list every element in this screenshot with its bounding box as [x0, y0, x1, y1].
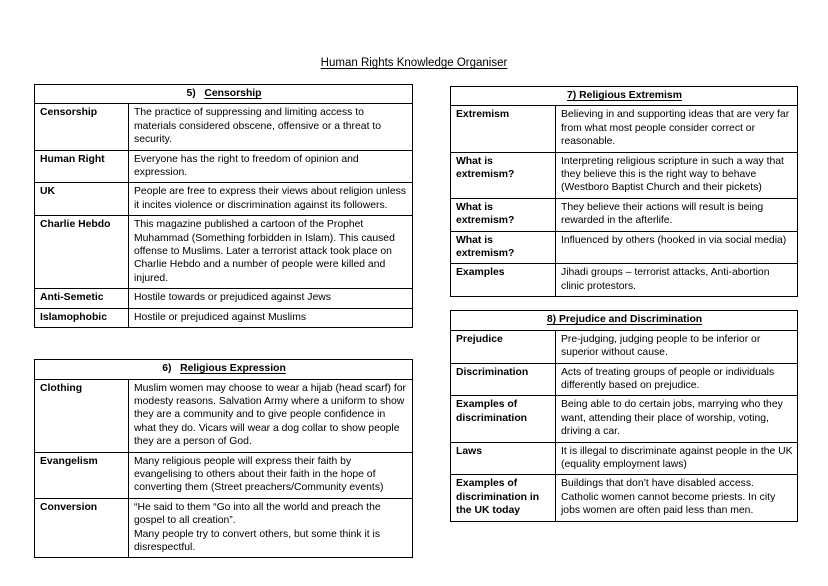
term-cell: Examples: [451, 264, 556, 297]
table-header-row: [451, 87, 798, 106]
definition-cell: Muslim women may choose to wear a hijab (head scarf) for modesty reasons. Salvation Army where a uniform to show they are a community and to give people confidence in what they do. Vicars will wear a dog collar to show people they are a person of God.: [129, 379, 413, 452]
table-row: [35, 498, 413, 558]
table-prejudice-discrimination: [450, 310, 798, 521]
table-row: [35, 216, 413, 289]
table-header-title: 8) Prejudice and Discrimination: [546, 314, 703, 326]
table-header-row: [35, 85, 413, 104]
definition-cell: It is illegal to discriminate against people in the UK (equality employment laws): [556, 442, 798, 475]
table-row: [451, 396, 798, 442]
term-cell: Laws: [451, 442, 556, 475]
term-cell: Examples of discrimination: [451, 396, 556, 442]
page-title: [0, 56, 828, 70]
term-cell: What is extremism?: [451, 231, 556, 264]
table-header-cell: [35, 360, 413, 379]
table-row: [451, 363, 798, 396]
term-cell: What is extremism?: [451, 152, 556, 198]
table-header-cell: [451, 311, 798, 330]
definition-cell: People are free to express their views about religion unless it incites violence or discrimination against its followers.: [129, 183, 413, 216]
table-header-cell: [451, 87, 798, 106]
table-header-row: [451, 311, 798, 330]
term-cell: Charlie Hebdo: [35, 216, 129, 289]
term-cell: UK: [35, 183, 129, 216]
table-header-number: 5): [186, 88, 196, 99]
term-cell: Clothing: [35, 379, 129, 452]
table-row: [451, 106, 798, 152]
definition-cell: Pre-judging, judging people to be inferior or superior without cause.: [556, 330, 798, 363]
table-row: [451, 442, 798, 475]
term-cell: Examples of discrimination in the UK today: [451, 475, 556, 521]
definition-cell: [129, 498, 413, 558]
term-cell: Islamophobic: [35, 308, 129, 327]
term-cell: Extremism: [451, 106, 556, 152]
table-header-title: 7) Religious Extremism: [567, 90, 682, 101]
term-cell: Censorship: [35, 104, 129, 150]
table-row: [35, 104, 413, 150]
definition-cell: This magazine published a cartoon of the Prophet Muhammad (Something forbidden in Islam). This caused offense to Muslims. Later a terrorist attack took place on Charlie Hebdo and a number of people were killed and injured.: [129, 216, 413, 289]
table-spacer: [34, 328, 413, 359]
definition-cell: Jihadi groups – terrorist attacks, Anti-abortion clinic protestors.: [556, 264, 798, 297]
table-row: [451, 231, 798, 264]
table-row: [35, 289, 413, 308]
term-cell: Prejudice: [451, 330, 556, 363]
table-row: [35, 150, 413, 183]
table-religious-expression: [34, 359, 413, 558]
term-cell: Human Right: [35, 150, 129, 183]
definition-cell: Interpreting religious scripture in such a way that they believe this is the right way to behave (Westboro Baptist Church and their pickets): [556, 152, 798, 198]
table-religious-extremism: [450, 86, 798, 297]
term-cell: Evangelism: [35, 452, 129, 498]
table-spacer: [450, 297, 798, 310]
table-header-title: Censorship: [204, 88, 262, 99]
definition-cell: Everyone has the right to freedom of opinion and expression.: [129, 150, 413, 183]
definition-cell: Hostile or prejudiced against Muslims: [129, 308, 413, 327]
definition-cell: Being able to do certain jobs, marrying who they want, attending their place of worship, voting, driving a car.: [556, 396, 798, 442]
definition-cell: The practice of suppressing and limiting access to materials considered obscene, offensive or a threat to security.: [129, 104, 413, 150]
definition-line-2: Many people try to convert others, but some think it is disrespectful.: [134, 528, 381, 553]
definition-cell: They believe their actions will result is being rewarded in the afterlife.: [556, 198, 798, 231]
table-row: [35, 183, 413, 216]
definition-cell: Acts of treating groups of people or individuals differently based on prejudice.: [556, 363, 798, 396]
left-column: [34, 84, 413, 558]
table-row: [451, 152, 798, 198]
definition-cell: Buildings that don’t have disabled access. Catholic women cannot become priests. In city jobs women are often paid less than men.: [556, 475, 798, 521]
table-header-row: [35, 360, 413, 379]
definition-cell: Many religious people will express their faith by evangelising to others about their faith in the hope of converting them (Street preachers/Community events): [129, 452, 413, 498]
table-row: [35, 379, 413, 452]
table-row: [451, 198, 798, 231]
term-cell: Conversion: [35, 498, 129, 558]
page-title-text: Human Rights Knowledge Organiser: [320, 57, 508, 69]
table-censorship: [34, 84, 413, 328]
table-row: [451, 475, 798, 521]
table-header-title: Religious Expression: [180, 363, 286, 375]
table-row: [35, 308, 413, 327]
definition-cell: Influenced by others (hooked in via social media): [556, 231, 798, 264]
table-header-cell: [35, 85, 413, 104]
term-cell: Anti-Semetic: [35, 289, 129, 308]
definition-cell: Hostile towards or prejudiced against Jews: [129, 289, 413, 308]
table-row: [451, 330, 798, 363]
table-row: [35, 452, 413, 498]
term-cell: Discrimination: [451, 363, 556, 396]
definition-cell: Believing in and supporting ideas that are very far from what most people consider correct or reasonable.: [556, 106, 798, 152]
table-row: [451, 264, 798, 297]
table-header-number: 6): [162, 363, 172, 375]
term-cell: What is extremism?: [451, 198, 556, 231]
definition-line-1: “He said to them “Go into all the world and preach the gospel to all creation”.: [134, 501, 381, 527]
right-column: [450, 86, 798, 522]
